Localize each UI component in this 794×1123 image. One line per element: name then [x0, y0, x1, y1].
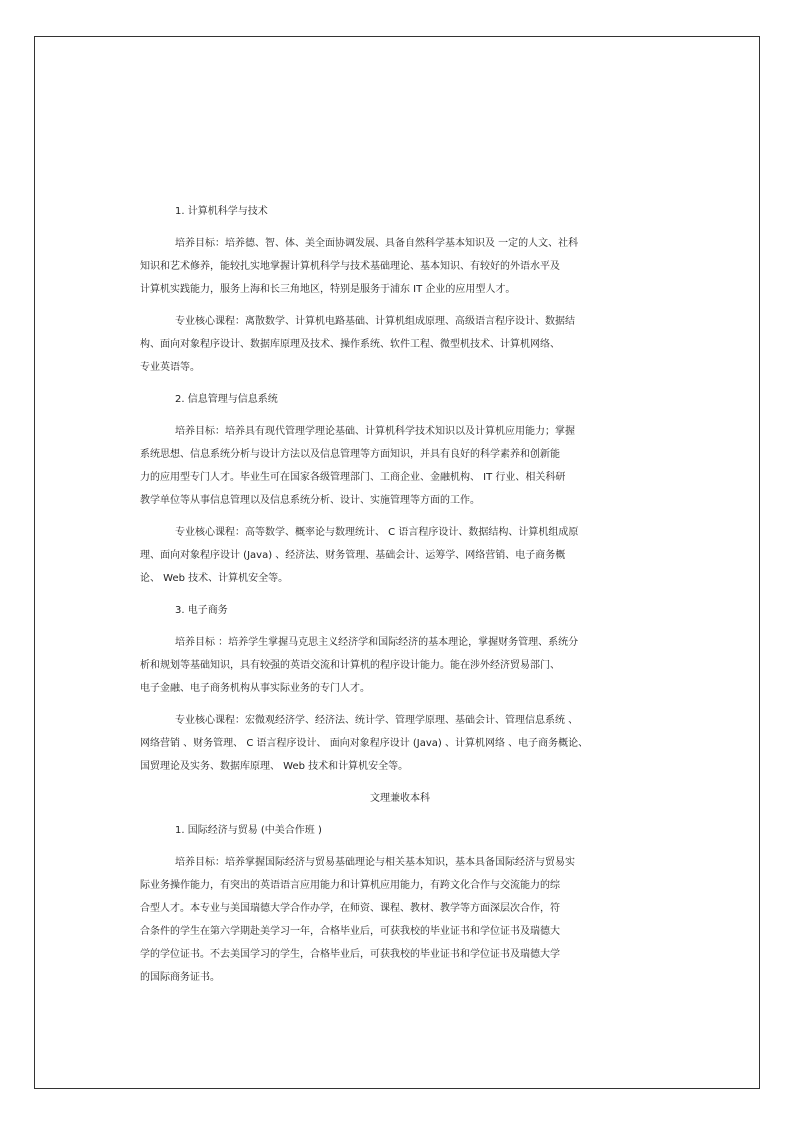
text-line: 际业务操作能力，有突出的英语语言应用能力和计算机应用能力，有跨文化合作与交流能力的综	[140, 880, 560, 891]
section-1-courses	[140, 310, 660, 379]
section-1-goal	[140, 232, 660, 301]
section-4-goal	[140, 851, 660, 989]
text-line: 知识和艺术修养，能较扎实地掌握计算机科学与技术基础理论、基本知识、有较好的外语水平及	[140, 261, 560, 272]
text-line: 专业核心课程：宏微观经济学、经济法、统计学、管理学原理、基础会计、管理信息系统 、	[175, 715, 579, 726]
text-line: 专业英语等。	[140, 362, 200, 373]
section-2-heading: 2. 信息管理与信息系统	[175, 394, 278, 405]
text-line: 力的应用型专门人才。毕业生可在国家各级管理部门、工商企业、金融机构、 IT 行业、相关科研	[140, 472, 566, 483]
text-line: 学的学位证书。不去美国学习的学生，合格毕业后，可获我校的毕业证书和学位证书及瑞德大学	[140, 949, 560, 960]
text-line: 论、 Web 技术、计算机安全等。	[140, 573, 289, 584]
section-1-heading: 1. 计算机科学与技术	[175, 206, 268, 217]
text-line: 培养目标：培养具有现代管理学理论基础、计算机科学技术知识以及计算机应用能力；掌握	[175, 426, 575, 437]
text-line: 专业核心课程：离散数学、计算机电路基础、计算机组成原理、高级语言程序设计、数据结	[175, 316, 575, 327]
text-line: 培养目标：培养掌握国际经济与贸易基础理论与相关基本知识，基本具备国际经济与贸易实	[175, 857, 575, 868]
category-title: 文理兼收本科	[370, 793, 430, 804]
text-line: 计算机实践能力，服务上海和长三角地区，特别是服务于浦东 IT 企业的应用型人才。	[140, 284, 516, 295]
document-body	[140, 200, 660, 998]
text-line: 电子金融、电子商务机构从事实际业务的专门人才。	[140, 683, 370, 694]
text-line: 专业核心课程：高等数学、概率论与数理统计、 C 语言程序设计、数据结构、计算机组成原	[175, 527, 579, 538]
text-line: 理、面向对象程序设计 (Java) 、经济法、财务管理、基础会计、运筹学、网络营销、电子商务概	[140, 550, 566, 561]
text-line: 网络营销 、财务管理、 C 语言程序设计、 面向对象程序设计 (Java) 、计算机网络 、电子商务概论、	[140, 738, 589, 749]
text-line: 教学单位等从事信息管理以及信息系统分析、设计、实施管理等方面的工作。	[140, 495, 480, 506]
text-line: 合条件的学生在第六学期赴美学习一年，合格毕业后，可获我校的毕业证书和学位证书及瑞德大	[140, 926, 560, 937]
section-3-heading: 3. 电子商务	[175, 605, 228, 616]
section-2-courses	[140, 521, 660, 590]
text-line: 系统思想、信息系统分析与设计方法以及信息管理等方面知识，并具有良好的科学素养和创新能	[140, 449, 560, 460]
section-4-heading: 1. 国际经济与贸易 (中美合作班 )	[175, 825, 322, 836]
text-line: 合型人才。本专业与美国瑞德大学合作办学，在师资、课程、教材、教学等方面深层次合作，符	[140, 903, 560, 914]
text-line: 国贸理论及实务、数据库原理、 Web 技术和计算机安全等。	[140, 761, 409, 772]
text-line: 构、面向对象程序设计、数据库原理及技术、操作系统、软件工程、微型机技术、计算机网络、	[140, 339, 560, 350]
text-line: 培养目标 ：培养学生掌握马克思主义经济学和国际经济的基本理论，掌握财务管理、系统分	[175, 637, 579, 648]
text-line: 的国际商务证书。	[140, 972, 220, 983]
section-3-courses	[140, 709, 660, 778]
text-line: 培养目标：培养德、智、体、美全面协调发展、具备自然科学基本知识及 一定的人文、社科	[175, 238, 579, 249]
section-3-goal	[140, 631, 660, 700]
text-line: 析和规划等基础知识，具有较强的英语交流和计算机的程序设计能力。能在涉外经济贸易部门、	[140, 660, 560, 671]
section-2-goal	[140, 420, 660, 512]
